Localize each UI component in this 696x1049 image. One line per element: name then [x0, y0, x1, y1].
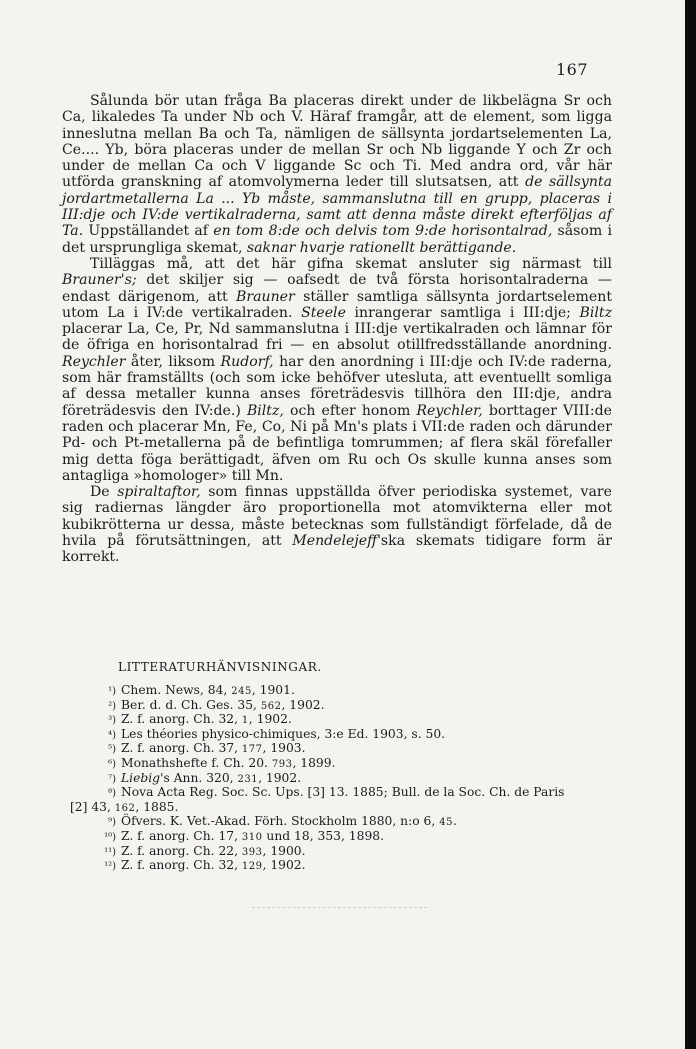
reference-item [90, 859, 612, 874]
reference-text-end: . [452, 814, 457, 829]
reference-text: Z. f. anorg. Ch. 32, [121, 858, 242, 873]
reference-text-end: , 1903. [262, 741, 306, 756]
p2-text-3: ställer samtliga sällsynta jordartselement utom La i IV:de vertikalraden. [62, 288, 612, 321]
reference-number: ¹²) [104, 861, 116, 873]
reference-item [90, 713, 612, 728]
reference-text: Öfvers. K. Vet.-Akad. Förh. Stockholm 1880, n:o 6, [121, 814, 440, 829]
reference-page: 393 [241, 846, 263, 858]
p2-emphasis-2: Brauner [236, 288, 295, 305]
p2-text-9: borttager VIII:de raden och placerar Mn, Fe, Co, Ni på Mn's plats i VII:de raden och därunder Pd- och Pt-metallerna på de befintliga tomrummen; af flera skäl förefaller mig detta föga berättigadt, äfven om Ru och Os skulle kunna anses som antagliga »homologer» till Mn. [62, 402, 612, 484]
reference-page: 793 [271, 758, 293, 770]
reference-text-end: , 1885. [135, 799, 179, 814]
paragraph-3 [62, 484, 612, 565]
p1-text-1: Sålunda bör utan fråga Ba placeras direkt under de likbelägna Sr och Ca, likaledes Ta under Nb och V. Häraf framgår, att de element, som ligga inneslutna mellan Ba och Ta, nämligen de sällsynta jordartselementen La, Ce.... Yb, böra placeras under de mellan Sr och Nb liggande Y och Zr och under de mellan Ca och V liggande Sc och Ti. Med andra ord, vår här utförda granskning af atomvolymerna leder till slutsatsen, att [62, 93, 612, 191]
reference-text: Les théories physico-chimiques, 3:e Ed. 1903, s. 50. [121, 726, 446, 741]
reference-text: Ber. d. d. Ch. Ges. 35, [121, 697, 261, 712]
p2-emphasis-3: Steele [301, 304, 346, 321]
reference-text-end: , 1899. [292, 755, 336, 770]
reference-number: ¹) [108, 686, 116, 697]
reference-italic: Liebig [121, 770, 161, 785]
reference-page: 562 [260, 700, 282, 712]
page-number: 167 [556, 60, 589, 79]
p2-text-5: placerar La, Ce, Pr, Nd sammanslutna i III:dje vertikalraden och lämnar för de öfriga en horisontalrad fri — en absolut otillfredsställande anordning. [62, 321, 612, 354]
reference-number: ¹¹) [104, 846, 116, 858]
reference-item [90, 742, 612, 757]
p3-emphasis-2: Mendelejeff [292, 533, 378, 550]
reference-number: ³) [108, 715, 116, 727]
reference-text-end: , 1901. [251, 683, 295, 697]
reference-page: 231 [237, 773, 259, 785]
p3-emphasis-1: spiraltaftor, [117, 484, 201, 501]
p2-emphasis-7: Biltz, [246, 402, 284, 419]
reference-item [90, 815, 612, 830]
reference-page: 245 [231, 686, 252, 697]
reference-number: ⁶) [108, 758, 116, 770]
reference-item [90, 684, 612, 699]
paragraph-1 [62, 93, 612, 256]
p2-emphasis-8: Reychler, [416, 402, 483, 419]
reference-text-end: , 1902. [258, 770, 302, 785]
p2-emphasis-5: Reychler [62, 353, 126, 370]
p2-text-7: har den anordning i III:dje och IV:de raderna, som här framställts (och som icke behöfver utesluta, att eventuellt somliga af dessa metaller kunna anses företrädesvis tillhöra den III:dje, andra företrädesvis den IV:de.) [62, 353, 613, 419]
p1-text-3: såsom i det ursprungliga skemat, [62, 223, 612, 256]
reference-text: Z. f. anorg. Ch. 17, [121, 828, 242, 843]
reference-page: 45 [439, 817, 453, 829]
reference-number: ²) [108, 700, 116, 712]
paragraph-2 [62, 256, 612, 484]
p1-emphasis-2: en tom 8:de och delvis tom 9:de horisontalrad, [213, 223, 553, 240]
reference-text: Z. f. anorg. Ch. 32, [121, 712, 242, 727]
p2-text-8: och efter honom [283, 402, 417, 419]
reference-number: ⁴) [108, 729, 116, 741]
reference-item [90, 772, 612, 787]
reference-text: Z. f. anorg. Ch. 37, [121, 741, 242, 756]
reference-text-end: , 1902. [281, 697, 325, 712]
reference-page: 177 [241, 744, 263, 756]
p2-text-2: det skiljer sig — oafsedt de två första horisontalraderna — endast därigenom, att [62, 272, 612, 305]
reference-number: ⁸) [108, 788, 116, 800]
p2-emphasis-1: Brauner's; [62, 272, 137, 289]
reference-number: ⁹) [108, 817, 116, 829]
reference-text: Nova Acta Reg. Soc. Sc. Ups. [3] 13. 1885; Bull. de la Soc. Ch. de Paris [121, 785, 565, 800]
references-list [70, 683, 612, 874]
reference-text-end: und 18, 353, 1898. [262, 828, 385, 843]
body-text [62, 93, 612, 566]
reference-page: 310 [241, 831, 263, 843]
reference-text-end: , 1902. [248, 712, 292, 727]
p2-text-4: inrangerar samtliga i III:dje; [345, 304, 580, 321]
reference-item [90, 830, 612, 845]
reference-page: 162 [114, 802, 136, 814]
reference-item [90, 757, 612, 772]
faint-bleed-through-line [252, 907, 427, 908]
p2-emphasis-4: Biltz [579, 304, 613, 321]
reference-number: ⁷) [108, 773, 116, 785]
references-heading: LITTERATURHÄNVISNINGAR. [118, 660, 322, 674]
scan-edge-shadow [685, 0, 696, 1049]
reference-item [90, 845, 612, 860]
reference-item [90, 728, 612, 743]
reference-page: 1 [241, 715, 249, 727]
p1-emphasis-3: saknar hvarje rationellt berättigande. [246, 239, 517, 256]
p2-text-6: åter, liksom [125, 353, 221, 370]
p3-text-2: som finnas uppställda öfver periodiska systemet, vare sig radiernas längder äro proportionella mot atomvikterna eller mot kubikrötterna ur dessa, måste betecknas som fullständigt förfelade, då de hvila på förutsättningen, att [62, 484, 612, 550]
reference-text: Monathshefte f. Ch. 20. [121, 755, 272, 770]
p1-emphasis-1: de sällsynta jordartmetallerna La ... Yb måste, sammanslutna till en grupp, placeras i III:dje och IV:de vertikalraderna, samt att denna måste direkt efterföljas af Ta. [62, 174, 612, 240]
reference-text: [2] 43, [70, 799, 115, 814]
reference-number: ⁵) [108, 744, 116, 756]
reference-page: 129 [241, 861, 263, 873]
reference-text: Chem. News, 84, [121, 683, 232, 697]
reference-item [90, 699, 612, 714]
reference-item [90, 786, 612, 801]
p1-text-2: Uppställandet af [83, 223, 214, 240]
reference-number: ¹⁰) [104, 831, 116, 843]
reference-text-end: , 1902. [262, 858, 306, 873]
p2-emphasis-6: Rudorf, [220, 353, 274, 370]
p2-text-1: Tilläggas må, att det här gifna skemat ansluter sig närmast till [90, 255, 612, 272]
reference-text: 's Ann. 320, [160, 770, 238, 785]
reference-text: Z. f. anorg. Ch. 22, [121, 843, 242, 858]
reference-text-end: , 1900. [262, 843, 306, 858]
p3-text-1: De [90, 484, 118, 501]
p3-text-3: 'ska skemats tidigare form är korrekt. [62, 533, 612, 566]
